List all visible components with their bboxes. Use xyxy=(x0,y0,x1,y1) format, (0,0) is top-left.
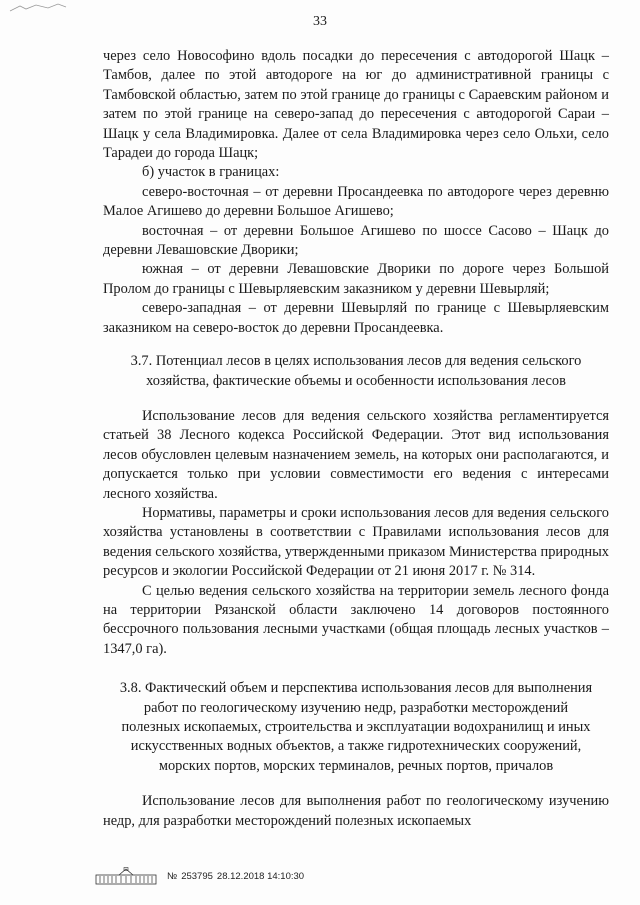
section-3-7-heading: 3.7. Потенциал лесов в целях использования лесов для ведения сельского хозяйства, фактические объемы и особенности использования лесов xyxy=(130,353,582,389)
paragraph-plot-b: б) участок в границах: xyxy=(142,164,280,181)
section-3-8-heading: 3.8. Фактический объем и перспектива использования лесов для выполнения работ по геологическому изучению недр, разработки месторождений полезных ископаемых, строительства и эксплуатации водохранилищ и иных искусственных водных объектов, а также гидротехнических сооружений, морских портов, морских терминалов, речных портов, причалов xyxy=(119,680,593,774)
footer-doc-number: 253795 xyxy=(181,870,213,882)
scan-corner-mark xyxy=(8,2,68,14)
section-3-8-paragraph-1: Использование лесов для выполнения работ по геологическому изучению недр, для разработки месторождений полезных ископаемых xyxy=(103,793,609,829)
page-number: 33 xyxy=(313,14,327,29)
section-3-7-paragraph-3: С целью ведения сельского хозяйства на территории земель лесного фонда на территории Рязанской области заключено 14 договоров постоянного бессрочного пользования лесными участками (общая площадь лесных участков – 1347,0 га). xyxy=(103,582,609,657)
footer-number-sign: № xyxy=(167,870,178,882)
document-footer xyxy=(95,866,304,886)
paragraph-northwest-border: северо-западная – от деревни Шевырляй по границе с Шевырляевским заказником на северо-восток до деревни Просандеевка. xyxy=(103,300,609,336)
footer-datetime: 28.12.2018 14:10:30 xyxy=(216,870,305,882)
document-body xyxy=(103,47,609,831)
paragraph-south-border: южная – от деревни Левашовские Дворики по дороге через Большой Пролом до границы с Шевырляевским заказником у деревни Шевырляй; xyxy=(103,261,609,297)
paragraph-east-border: восточная – от деревни Большое Агишево по шоссе Сасово – Шацк до деревни Левашовские Дворики; xyxy=(103,222,609,259)
paragraph-northeast-border: северо-восточная – от деревни Просандеевка по автодороге через деревню Малое Агишево до деревни Большое Агишево; xyxy=(103,183,609,220)
building-emblem-icon xyxy=(95,867,157,885)
section-3-7-paragraph-2: Нормативы, параметры и сроки использования лесов для ведения сельского хозяйства установлены в соответствии с Правилами использования лесов для ведения сельского хозяйства, утвержденными приказом Министерства природных ресурсов и экологии Российской Федерации от 21 июня 2017 г. № 314. xyxy=(103,504,609,580)
paragraph-route-continuation: через село Новософино вдоль посадки до пересечения с автодорогой Шацк – Тамбов, далее по этой автодороге на юг до административной границы с Тамбовской областью, затем по этой границе до границы с Сараевским районом и затем по этой границе на северо-запад до пересечения с автодорогой Сараи – Шацк у села Владимировка. Далее от села Владимировка через село Ольхи, село Тарадеи до города Шацк; xyxy=(103,48,609,162)
section-3-7-paragraph-1: Использование лесов для ведения сельского хозяйства регламентируется статьей 38 Лесного кодекса Российской Федерации. Этот вид использования лесов обусловлен целевым назначением земель, на которых они располагаются, и допускается только при условии совместимости его ведения с интересами лесного хозяйства. xyxy=(103,407,609,502)
